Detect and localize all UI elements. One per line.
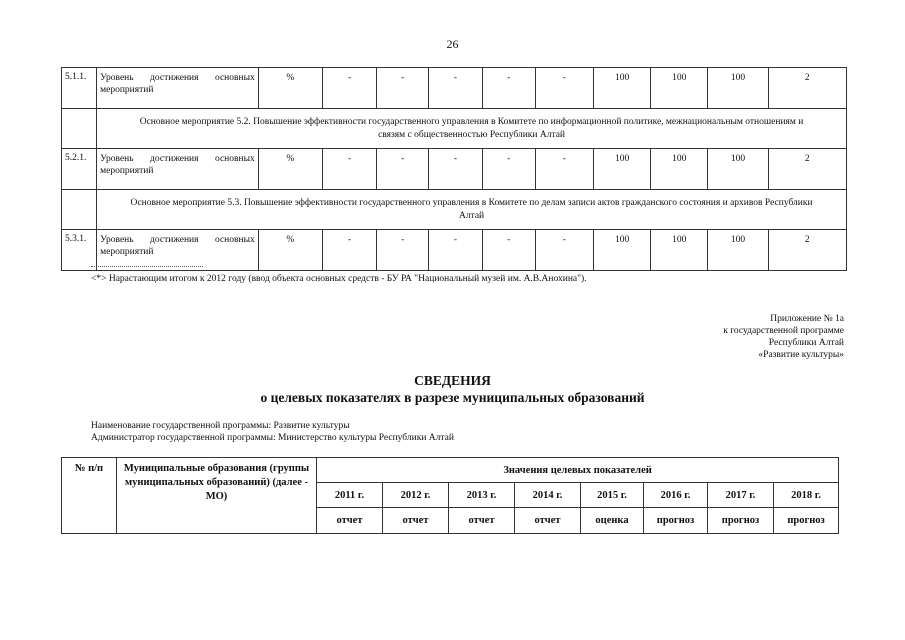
indicator-value: -: [429, 230, 482, 271]
indicator-value: 100: [708, 230, 768, 271]
section-spacer-cell: [62, 109, 97, 149]
indicator-value: -: [482, 149, 535, 190]
targets-table: [61, 457, 839, 534]
header-number: № п/п: [62, 458, 117, 534]
year-header: 2018 г.: [774, 483, 839, 508]
indicator-name: Уровень достижения основных мероприятий: [97, 68, 259, 109]
indicator-value: -: [377, 149, 429, 190]
indicator-value: 2: [768, 230, 846, 271]
value-kind-header: отчет: [317, 508, 383, 534]
indicator-value: -: [429, 68, 482, 109]
indicator-value: 2: [768, 68, 846, 109]
indicator-unit: %: [258, 68, 322, 109]
indicator-value: 2: [768, 149, 846, 190]
indicator-unit: %: [258, 230, 322, 271]
appendix-line: Республики Алтай: [768, 338, 844, 348]
footnote-separator: [91, 266, 203, 267]
indicator-code: 5.2.1.: [62, 149, 97, 190]
value-kind-header: прогноз: [644, 508, 708, 534]
indicator-name: Уровень достижения основных мероприятий: [97, 230, 259, 271]
page-number: 26: [446, 37, 459, 51]
year-header: 2011 г.: [317, 483, 383, 508]
footnote: <*> Нарастающим итогом к 2012 году (ввод объекта основных средств - БУ РА "Национальный музей им. А.В.Анохина").: [91, 274, 587, 284]
header-municipalities: Муниципальные образования (группы муниципальных образований) (далее - МО): [117, 458, 317, 534]
indicator-value: 100: [593, 230, 650, 271]
indicator-table: [61, 67, 847, 271]
value-kind-header: прогноз: [708, 508, 774, 534]
year-header: 2015 г.: [581, 483, 644, 508]
appendix-line: к государственной программе: [723, 326, 844, 336]
indicator-value: 100: [708, 149, 768, 190]
indicator-value: -: [377, 68, 429, 109]
indicator-value: 100: [593, 149, 650, 190]
value-kind-header: отчет: [449, 508, 515, 534]
program-administrator: Администратор государственной программы: Министерство культуры Республики Алтай: [91, 433, 454, 443]
indicator-row: [62, 68, 847, 109]
program-name: Наименование государственной программы: Развитие культуры: [91, 421, 350, 431]
indicator-value: 100: [651, 230, 708, 271]
year-header: 2012 г.: [383, 483, 449, 508]
indicator-value: -: [322, 149, 376, 190]
indicator-value: 100: [708, 68, 768, 109]
indicator-value: -: [322, 230, 376, 271]
year-header: 2017 г.: [708, 483, 774, 508]
indicator-value: -: [482, 230, 535, 271]
indicator-row: [62, 230, 847, 271]
value-kind-header: оценка: [581, 508, 644, 534]
indicator-value: -: [377, 230, 429, 271]
section-row: [62, 190, 847, 230]
indicator-value: -: [482, 68, 535, 109]
year-header: 2013 г.: [449, 483, 515, 508]
indicator-name: Уровень достижения основных мероприятий: [97, 149, 259, 190]
indicator-value: 100: [651, 149, 708, 190]
value-kind-header: прогноз: [774, 508, 839, 534]
year-header: 2016 г.: [644, 483, 708, 508]
indicator-value: -: [535, 230, 593, 271]
appendix-line: Приложение № 1а: [770, 314, 844, 324]
year-header: 2014 г.: [515, 483, 581, 508]
document-subtitle: о целевых показателях в разрезе муниципальных образований: [260, 390, 645, 405]
appendix-line: «Развитие культуры»: [758, 350, 844, 360]
indicator-code: 5.1.1.: [62, 68, 97, 109]
value-kind-header: отчет: [515, 508, 581, 534]
appendix-block: [723, 313, 844, 361]
section-row: [62, 109, 847, 149]
indicator-value: -: [429, 149, 482, 190]
indicator-unit: %: [258, 149, 322, 190]
section-title: Основное мероприятие 5.2. Повышение эффективности государственного управления в Комитете по информационной политике, межнациональным отношениям и связям с общественностью Республики Алтай: [97, 109, 847, 149]
indicator-row: [62, 149, 847, 190]
value-kind-header: отчет: [383, 508, 449, 534]
header-target-values: Значения целевых показателей: [317, 458, 839, 483]
indicator-code: 5.3.1.: [62, 230, 97, 271]
document-title: СВЕДЕНИЯ: [414, 373, 491, 388]
indicator-value: -: [535, 149, 593, 190]
indicator-value: 100: [593, 68, 650, 109]
indicator-value: -: [535, 68, 593, 109]
indicator-value: 100: [651, 68, 708, 109]
indicator-value: -: [322, 68, 376, 109]
section-title: Основное мероприятие 5.3. Повышение эффективности государственного управления в Комитете по делам записи актов гражданского состояния и архивов Республики Алтай: [97, 190, 847, 230]
section-spacer-cell: [62, 190, 97, 230]
